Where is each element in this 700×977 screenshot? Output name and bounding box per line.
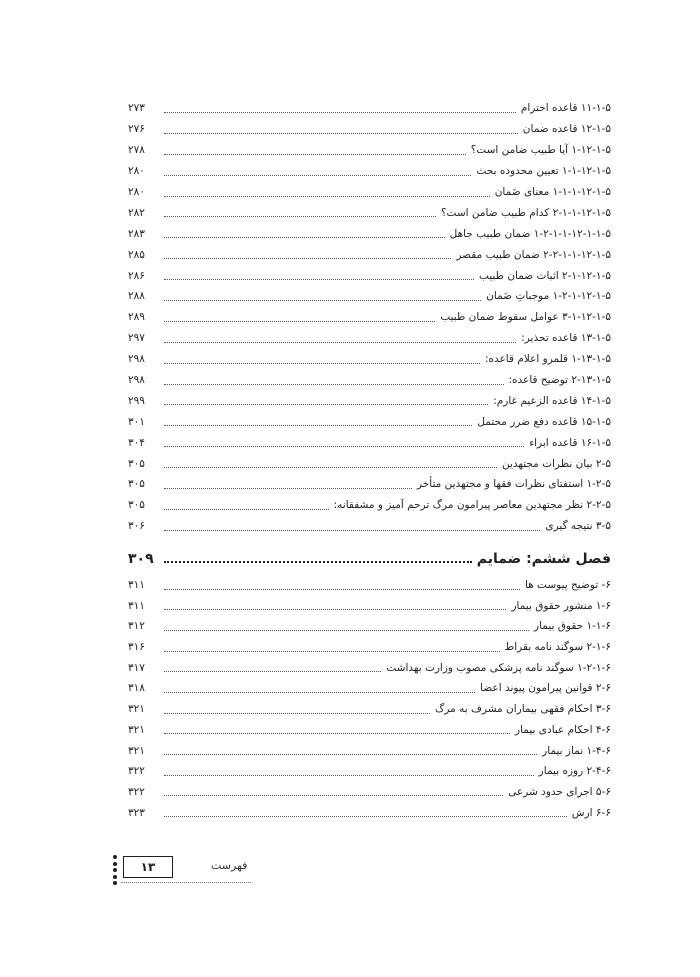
- dot-leader: [164, 721, 510, 734]
- toc-entry[interactable]: [128, 474, 611, 495]
- dot-leader: [164, 330, 516, 343]
- toc-entry[interactable]: [128, 453, 611, 474]
- dot-leader: [164, 267, 474, 280]
- toc-entry-page-number: ۲۷۳: [128, 102, 145, 115]
- toc-entry-page-number: ۳۰۴: [128, 436, 145, 449]
- toc-entry-title: ۲-۱-۱-۱۲-۱-۵ کدام طبیب ضامن است؟: [438, 206, 611, 220]
- toc-entry-title: ۱۱-۱-۵ قاعده احترام: [518, 101, 611, 115]
- toc-entry-page-number: ۳۲۱: [128, 744, 145, 757]
- toc-entry-page-number: ۲۸۳: [128, 227, 145, 240]
- toc-entry-page-number: ۲۹۷: [128, 332, 145, 345]
- toc-entry-page-number: ۳۱۷: [128, 661, 145, 674]
- toc-entry-page-number: ۲۹۹: [128, 394, 145, 407]
- toc-entry-page-number: ۳۰۱: [128, 415, 145, 428]
- toc-entry[interactable]: [128, 740, 611, 761]
- toc-section-5-entries: [128, 98, 611, 537]
- dot-leader: [164, 163, 471, 176]
- toc-entry[interactable]: [128, 432, 611, 453]
- toc-entry-page-number: ۳۱۶: [128, 641, 145, 654]
- toc-entry-title: ۶- توضیح پیوست ها: [522, 578, 611, 592]
- toc-entry-page-number: ۲۹۸: [128, 374, 145, 387]
- toc-entry[interactable]: [128, 390, 611, 411]
- toc-entry-page-number: ۳۰۶: [128, 520, 145, 533]
- toc-entry-page-number: ۲۸۲: [128, 206, 145, 219]
- dot-leader: [164, 549, 472, 563]
- toc-entry[interactable]: [128, 637, 611, 658]
- toc-entry[interactable]: [128, 657, 611, 678]
- toc-entry-title: ۲-۱-۱۲-۱-۵ اثبات ضمان طبیب: [476, 269, 611, 283]
- dot-leader: [164, 783, 503, 796]
- toc-entry-title: ۲-۲-۵ نظر مجتهدین معاصر پیرامون مرگ ترحم آمیز و مشفقانه:: [331, 498, 611, 512]
- toc-entry-page-number: ۳۲۳: [128, 806, 145, 819]
- toc-entry-title: ۵-۶ اجرای حدود شرعی: [505, 785, 611, 799]
- toc-entry[interactable]: [128, 161, 611, 182]
- dot-leader: [164, 204, 436, 217]
- toc-entry[interactable]: [128, 182, 611, 203]
- toc-chapter-6-entries: [128, 575, 611, 823]
- toc-entry-title: ۱۲-۱-۵ قاعده ضمان: [520, 122, 611, 136]
- toc-entry[interactable]: [128, 98, 611, 119]
- toc-entry[interactable]: [128, 140, 611, 161]
- toc-entry-page-number: ۳۱۱: [128, 579, 145, 592]
- toc-entry-title: ۱-۴-۶ نماز بیمار: [539, 744, 611, 758]
- toc-entry-page-number: ۲۸۰: [128, 165, 145, 178]
- toc-entry[interactable]: [128, 349, 611, 370]
- dot-leader: [164, 372, 504, 385]
- toc-entry-page-number: ۲۸۹: [128, 311, 145, 324]
- running-title: فهرست: [211, 859, 248, 872]
- dot-leader: [164, 577, 520, 590]
- toc-entry-title: ۱-۲-۱-۶ سوگند نامه پزشکی مصوب وزارت بهداشت: [383, 661, 611, 675]
- chapter-title: فصل ششم: ضمایم: [474, 552, 611, 566]
- dot-leader: [164, 142, 466, 155]
- toc-entry-title: ۱۳-۱-۵ قاعده تحذیر:: [518, 331, 611, 345]
- toc-entry-title: ۲-۱-۶ سوگند نامه بقراط: [502, 640, 611, 654]
- toc-entry[interactable]: [128, 616, 611, 637]
- dot-leader: [164, 225, 445, 238]
- toc-entry[interactable]: [128, 802, 611, 823]
- toc-entry[interactable]: [128, 286, 611, 307]
- dot-leader: [164, 184, 490, 197]
- toc-entry-title: ۱-۲-۱-۱۲-۱-۵ موجباتِ ضَمان: [483, 289, 611, 303]
- toc-entry-title: ۱-۲-۵ استفتای نظرات فقها و مجتهدین متأخر: [414, 477, 611, 491]
- dot-leader: [164, 518, 540, 531]
- dot-leader: [164, 121, 518, 134]
- dot-leader: [164, 618, 529, 631]
- toc-entry-page-number: ۲۸۸: [128, 290, 145, 303]
- toc-entry-page-number: ۳۱۲: [128, 620, 145, 633]
- toc-entry[interactable]: [128, 761, 611, 782]
- footer-dotted-rule: [121, 882, 251, 883]
- toc-entry[interactable]: [128, 411, 611, 432]
- toc-entry-page-number: ۲۹۸: [128, 353, 145, 366]
- dot-leader: [164, 100, 516, 113]
- dot-leader: [164, 804, 567, 817]
- toc-entry-title: ۴-۶ احکام عبادی بیمار: [512, 723, 611, 737]
- toc-entry-title: ۶-۶ ارش: [569, 806, 611, 820]
- dot-leader: [164, 659, 381, 672]
- toc-entry-title: ۲-۶ قوانین پیرامون پیوند اعضا: [477, 681, 611, 695]
- dot-leader: [164, 309, 435, 322]
- toc-entry-title: ۲-۱۳-۱-۵ توضیح قاعده:: [506, 373, 612, 387]
- toc-entry[interactable]: [128, 328, 611, 349]
- dot-leader: [164, 701, 430, 714]
- toc-entry[interactable]: [128, 720, 611, 741]
- toc-entry-page-number: ۳۱۱: [128, 599, 145, 612]
- toc-entry[interactable]: [128, 495, 611, 516]
- toc-entry-title: ۱-۱-۶ حقوق بیمار: [531, 619, 611, 633]
- toc-entry-page-number: ۳۰۵: [128, 499, 145, 512]
- toc-entry-title: ۱۴-۱-۵ قاعده الزعیم غارم:: [490, 394, 611, 408]
- page-footer: [113, 855, 253, 887]
- page-number-box: ۱۳: [123, 856, 173, 878]
- toc-entry-title: ۱-۱۳-۱-۵ قلمرو اعلام قاعده:: [482, 352, 611, 366]
- dot-leader: [164, 742, 537, 755]
- toc-entry-title: ۲-۵ بیان نظرات مجتهدین: [499, 457, 611, 471]
- toc-entry-title: ۲-۴-۶ روزه بیمار: [536, 764, 611, 778]
- toc-entry-page-number: ۳۲۲: [128, 785, 145, 798]
- toc-entry-page-number: ۳۱۸: [128, 682, 145, 695]
- toc-chapter-heading[interactable]: [128, 543, 611, 575]
- dot-leader: [164, 763, 534, 776]
- toc-entry[interactable]: [128, 202, 611, 223]
- toc-entry[interactable]: [128, 265, 611, 286]
- toc-entry-page-number: ۲۸۵: [128, 248, 145, 261]
- toc-entry-title: ۲-۲-۱-۱-۱۲-۱-۵ ضمان طبیب مقصر: [453, 248, 611, 262]
- toc-entry[interactable]: [128, 223, 611, 244]
- dot-leader: [164, 288, 481, 301]
- toc-entry-page-number: ۳۰۵: [128, 457, 145, 470]
- toc-entry[interactable]: [128, 782, 611, 803]
- toc-entry[interactable]: [128, 699, 611, 720]
- toc-entry[interactable]: [128, 244, 611, 265]
- toc-entry[interactable]: [128, 370, 611, 391]
- toc-entry-title: ۱۵-۱-۵ قاعده دفع ضرر محتمل: [474, 415, 611, 429]
- dot-leader: [164, 413, 472, 426]
- chapter-page-number: ۳۰۹: [128, 550, 154, 567]
- toc-entry-page-number: ۲۷۸: [128, 144, 145, 157]
- toc-entry-page-number: ۲۸۶: [128, 269, 145, 282]
- dot-leader: [164, 434, 524, 447]
- toc-entry-title: ۳-۶ احکام فقهی بیماران مشرف به مرگ: [432, 702, 611, 716]
- toc-entry[interactable]: [128, 119, 611, 140]
- toc-entry-title: ۱-۶ منشور حقوق بیمار: [508, 599, 611, 613]
- toc-entry-page-number: ۳۰۵: [128, 478, 145, 491]
- dot-leader: [164, 246, 451, 259]
- dot-leader: [164, 455, 497, 468]
- toc-entry-page-number: ۳۲۲: [128, 765, 145, 778]
- toc-entry[interactable]: [128, 516, 611, 537]
- toc-entry[interactable]: [128, 595, 611, 616]
- toc-entry[interactable]: [128, 678, 611, 699]
- toc-entry-page-number: ۲۷۶: [128, 123, 145, 136]
- decorative-bullets: [113, 855, 118, 887]
- toc-entry-page-number: ۳۲۱: [128, 723, 145, 736]
- toc-entry-title: ۱-۲-۱-۱-۱۲-۱-۱-۵ ضمان طبیب جاهل: [447, 227, 611, 241]
- dot-leader: [164, 392, 488, 405]
- toc-entry-title: ۱۶-۱-۵ قاعده ابراء: [526, 436, 611, 450]
- toc-entry-title: ۳-۵ نتیجه گیری: [542, 519, 611, 533]
- toc-entry[interactable]: [128, 307, 611, 328]
- toc-entry-page-number: ۲۸۰: [128, 186, 145, 198]
- toc-entry-page-number: ۳۲۱: [128, 703, 145, 716]
- dot-leader: [164, 497, 329, 510]
- toc-entry-title: ۱-۱-۱-۱۲-۱-۵ معنای ضَمان: [492, 185, 611, 199]
- toc-entry[interactable]: [128, 575, 611, 596]
- dot-leader: [164, 476, 412, 489]
- toc-entry-title: ۳-۱-۱۲-۱-۵ عوامل سقوط ضمان طبیب: [437, 310, 611, 324]
- dot-leader: [164, 597, 506, 610]
- table-of-contents: [128, 98, 611, 823]
- dot-leader: [164, 680, 475, 693]
- toc-entry-title: ۱-۱۲-۱-۵ آیا طبیب ضامن است؟: [468, 143, 611, 157]
- toc-entry-title: ۱-۱-۱۲-۱-۵ تعیین محدوده بحث: [473, 164, 611, 178]
- dot-leader: [164, 351, 480, 364]
- dot-leader: [164, 639, 500, 652]
